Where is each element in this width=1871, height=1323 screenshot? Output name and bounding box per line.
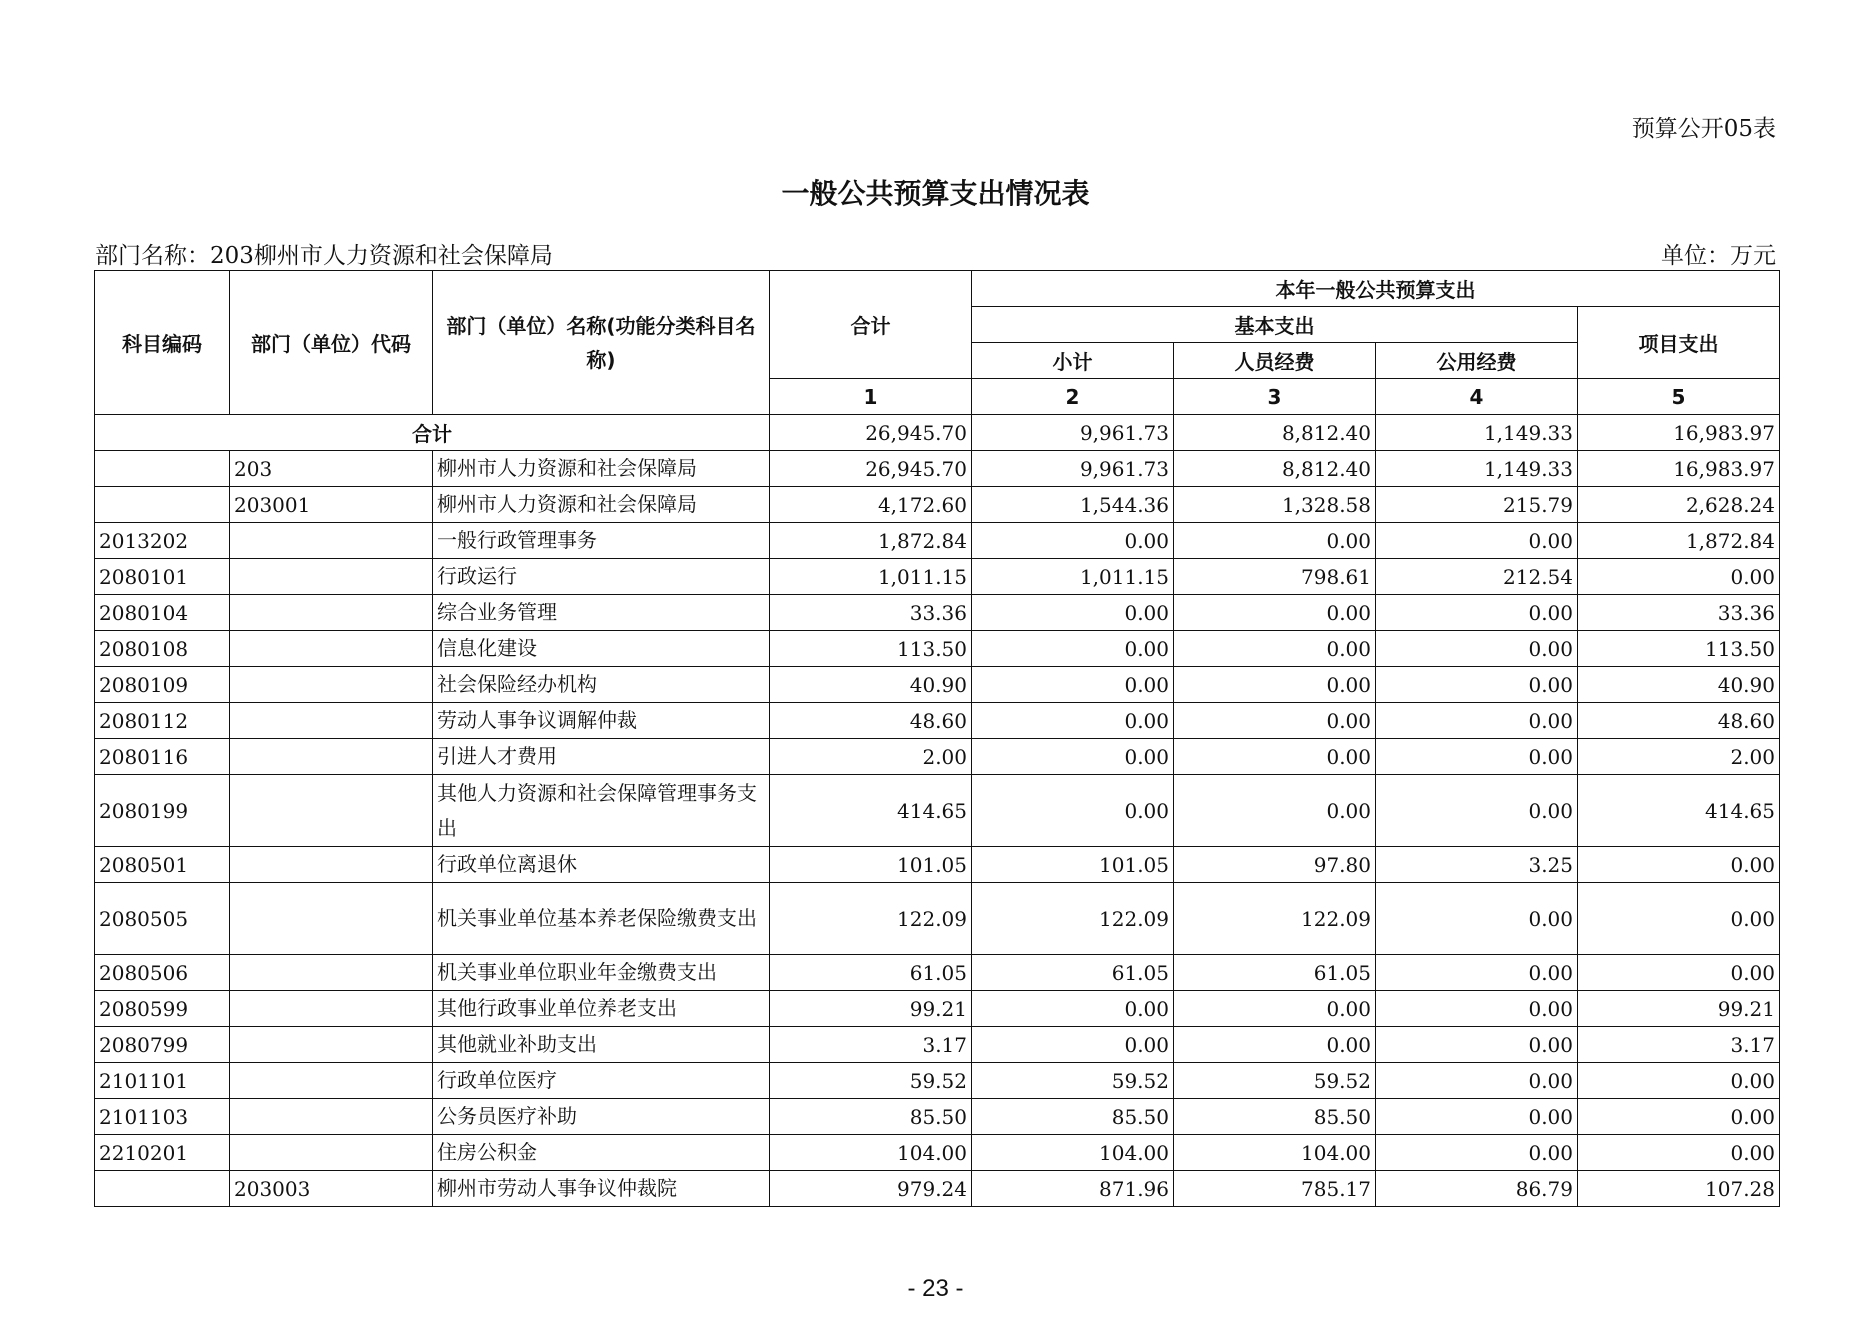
- cell-name: 其他行政事业单位养老支出: [433, 991, 770, 1027]
- cell-name: 一般行政管理事务: [433, 523, 770, 559]
- cell-total: 61.05: [770, 955, 972, 991]
- cell-personnel: 85.50: [1174, 1099, 1376, 1135]
- table-row: [95, 991, 1780, 1027]
- cell-total: 101.05: [770, 847, 972, 883]
- cell-subject-code: [95, 451, 230, 487]
- cell-total: 99.21: [770, 991, 972, 1027]
- cell-project: 99.21: [1578, 991, 1780, 1027]
- cell-subject-code: 2080104: [95, 595, 230, 631]
- table-row: [95, 667, 1780, 703]
- cell-public: 0.00: [1376, 955, 1578, 991]
- cell-subtotal: 0.00: [972, 703, 1174, 739]
- cell-name: 柳州市人力资源和社会保障局: [433, 487, 770, 523]
- cell-public: 0.00: [1376, 883, 1578, 955]
- cell-name: 公务员医疗补助: [433, 1099, 770, 1135]
- cell-subject-code: [95, 487, 230, 523]
- cell-personnel: 0.00: [1174, 739, 1376, 775]
- cell-name: 行政运行: [433, 559, 770, 595]
- cell-subtotal: 122.09: [972, 883, 1174, 955]
- table-row: [95, 847, 1780, 883]
- cell-subtotal: 9,961.73: [972, 451, 1174, 487]
- table-row: [95, 631, 1780, 667]
- cell-name: 劳动人事争议调解仲裁: [433, 703, 770, 739]
- cell-dept-code: [230, 523, 433, 559]
- cell-personnel: 798.61: [1174, 559, 1376, 595]
- total-row: [95, 415, 1780, 451]
- cell-name: 引进人才费用: [433, 739, 770, 775]
- cell-public: 0.00: [1376, 631, 1578, 667]
- cell-dept-code: [230, 1135, 433, 1171]
- cell-subject-code: 2101103: [95, 1099, 230, 1135]
- cell-project: 33.36: [1578, 595, 1780, 631]
- total-row-project: 16,983.97: [1578, 415, 1780, 451]
- cell-subject-code: 2080501: [95, 847, 230, 883]
- header-index-1: 1: [770, 379, 972, 415]
- cell-project: 1,872.84: [1578, 523, 1780, 559]
- total-row-label: 合计: [95, 415, 770, 451]
- cell-name: 机关事业单位基本养老保险缴费支出: [433, 883, 770, 955]
- cell-total: 3.17: [770, 1027, 972, 1063]
- cell-personnel: 0.00: [1174, 1027, 1376, 1063]
- cell-subtotal: 0.00: [972, 595, 1174, 631]
- cell-subtotal: 0.00: [972, 1027, 1174, 1063]
- cell-total: 1,872.84: [770, 523, 972, 559]
- cell-project: 0.00: [1578, 1063, 1780, 1099]
- cell-dept-code: [230, 847, 433, 883]
- cell-dept-code: [230, 955, 433, 991]
- table-body: [95, 415, 1780, 1207]
- cell-dept-code: [230, 559, 433, 595]
- cell-total: 2.00: [770, 739, 972, 775]
- cell-subtotal: 0.00: [972, 631, 1174, 667]
- table-row: [95, 595, 1780, 631]
- cell-personnel: 59.52: [1174, 1063, 1376, 1099]
- cell-public: 0.00: [1376, 1135, 1578, 1171]
- cell-public: 0.00: [1376, 667, 1578, 703]
- cell-personnel: 122.09: [1174, 883, 1376, 955]
- cell-subtotal: 0.00: [972, 667, 1174, 703]
- cell-project: 107.28: [1578, 1171, 1780, 1207]
- cell-subject-code: 2080799: [95, 1027, 230, 1063]
- cell-dept-code: [230, 883, 433, 955]
- cell-project: 48.60: [1578, 703, 1780, 739]
- table-row: [95, 703, 1780, 739]
- table-row: [95, 523, 1780, 559]
- cell-dept-code: [230, 1063, 433, 1099]
- header-total: 合计: [770, 271, 972, 379]
- cell-project: 113.50: [1578, 631, 1780, 667]
- cell-public: 0.00: [1376, 739, 1578, 775]
- cell-subtotal: 871.96: [972, 1171, 1174, 1207]
- budget-table: [94, 270, 1780, 1207]
- table-row: [95, 1063, 1780, 1099]
- cell-dept-code: [230, 595, 433, 631]
- cell-personnel: 97.80: [1174, 847, 1376, 883]
- table-row: [95, 1135, 1780, 1171]
- cell-project: 3.17: [1578, 1027, 1780, 1063]
- cell-total: 414.65: [770, 775, 972, 847]
- cell-total: 33.36: [770, 595, 972, 631]
- cell-subject-code: 2080116: [95, 739, 230, 775]
- cell-project: 16,983.97: [1578, 451, 1780, 487]
- cell-subtotal: 85.50: [972, 1099, 1174, 1135]
- cell-dept-code: [230, 1027, 433, 1063]
- page-title: 一般公共预算支出情况表: [781, 177, 1090, 210]
- cell-name: 其他人力资源和社会保障管理事务支出: [433, 775, 770, 847]
- cell-personnel: 0.00: [1174, 991, 1376, 1027]
- cell-dept-code: [230, 991, 433, 1027]
- cell-public: 0.00: [1376, 595, 1578, 631]
- cell-project: 0.00: [1578, 1135, 1780, 1171]
- cell-public: 3.25: [1376, 847, 1578, 883]
- table-header: [95, 271, 1780, 415]
- department-name: 部门名称：203柳州市人力资源和社会保障局: [95, 243, 553, 269]
- cell-public: 0.00: [1376, 523, 1578, 559]
- total-row-personnel: 8,812.40: [1174, 415, 1376, 451]
- header-index-3: 3: [1174, 379, 1376, 415]
- cell-total: 104.00: [770, 1135, 972, 1171]
- cell-dept-code: [230, 703, 433, 739]
- unit-label: 单位：万元: [1661, 243, 1776, 269]
- cell-personnel: 104.00: [1174, 1135, 1376, 1171]
- cell-subject-code: 2013202: [95, 523, 230, 559]
- form-id: 预算公开05表: [1631, 116, 1776, 142]
- cell-name: 其他就业补助支出: [433, 1027, 770, 1063]
- cell-name: 住房公积金: [433, 1135, 770, 1171]
- cell-public: 0.00: [1376, 991, 1578, 1027]
- header-subject-code: 科目编码: [95, 271, 230, 415]
- table-row: [95, 451, 1780, 487]
- cell-subtotal: 0.00: [972, 991, 1174, 1027]
- cell-public: 0.00: [1376, 1027, 1578, 1063]
- cell-dept-code: 203001: [230, 487, 433, 523]
- cell-project: 414.65: [1578, 775, 1780, 847]
- cell-subtotal: 101.05: [972, 847, 1174, 883]
- cell-total: 48.60: [770, 703, 972, 739]
- table-row: [95, 1027, 1780, 1063]
- total-row-subtotal: 9,961.73: [972, 415, 1174, 451]
- cell-project: 0.00: [1578, 955, 1780, 991]
- cell-total: 1,011.15: [770, 559, 972, 595]
- cell-personnel: 8,812.40: [1174, 451, 1376, 487]
- header-public: 公用经费: [1376, 343, 1578, 379]
- header-basic: 基本支出: [972, 307, 1578, 343]
- cell-subject-code: 2080199: [95, 775, 230, 847]
- header-index-2: 2: [972, 379, 1174, 415]
- cell-personnel: 785.17: [1174, 1171, 1376, 1207]
- table-row: [95, 1099, 1780, 1135]
- cell-total: 59.52: [770, 1063, 972, 1099]
- table-row: [95, 775, 1780, 847]
- cell-public: 215.79: [1376, 487, 1578, 523]
- cell-project: 40.90: [1578, 667, 1780, 703]
- header-current-year: 本年一般公共预算支出: [972, 271, 1780, 307]
- cell-dept-code: [230, 667, 433, 703]
- cell-project: 0.00: [1578, 847, 1780, 883]
- table-row: [95, 955, 1780, 991]
- header-dept-code: 部门（单位）代码: [230, 271, 433, 415]
- cell-dept-code: 203: [230, 451, 433, 487]
- cell-personnel: 0.00: [1174, 775, 1376, 847]
- header-dept-name: 部门（单位）名称(功能分类科目名称): [433, 271, 770, 415]
- total-row-total: 26,945.70: [770, 415, 972, 451]
- page-number: - 23 -: [907, 1275, 964, 1302]
- cell-public: 1,149.33: [1376, 451, 1578, 487]
- table-row: [95, 739, 1780, 775]
- header-index-4: 4: [1376, 379, 1578, 415]
- cell-subject-code: 2080599: [95, 991, 230, 1027]
- cell-public: 0.00: [1376, 1063, 1578, 1099]
- cell-personnel: 0.00: [1174, 523, 1376, 559]
- cell-name: 行政单位离退休: [433, 847, 770, 883]
- cell-dept-code: [230, 739, 433, 775]
- table-row: [95, 883, 1780, 955]
- cell-subject-code: 2080109: [95, 667, 230, 703]
- cell-personnel: 0.00: [1174, 595, 1376, 631]
- cell-subject-code: 2101101: [95, 1063, 230, 1099]
- cell-public: 0.00: [1376, 703, 1578, 739]
- cell-public: 0.00: [1376, 775, 1578, 847]
- cell-subject-code: 2080505: [95, 883, 230, 955]
- cell-name: 行政单位医疗: [433, 1063, 770, 1099]
- cell-name: 机关事业单位职业年金缴费支出: [433, 955, 770, 991]
- cell-public: 212.54: [1376, 559, 1578, 595]
- cell-total: 979.24: [770, 1171, 972, 1207]
- cell-subtotal: 0.00: [972, 739, 1174, 775]
- cell-subtotal: 61.05: [972, 955, 1174, 991]
- header-subtotal: 小计: [972, 343, 1174, 379]
- cell-public: 0.00: [1376, 1099, 1578, 1135]
- cell-subtotal: 1,011.15: [972, 559, 1174, 595]
- cell-dept-code: [230, 631, 433, 667]
- cell-subject-code: 2080108: [95, 631, 230, 667]
- cell-subtotal: 104.00: [972, 1135, 1174, 1171]
- cell-name: 柳州市人力资源和社会保障局: [433, 451, 770, 487]
- cell-dept-code: [230, 775, 433, 847]
- cell-subtotal: 59.52: [972, 1063, 1174, 1099]
- header-personnel: 人员经费: [1174, 343, 1376, 379]
- cell-subject-code: 2080101: [95, 559, 230, 595]
- cell-subject-code: [95, 1171, 230, 1207]
- header-project: 项目支出: [1578, 307, 1780, 379]
- cell-personnel: 61.05: [1174, 955, 1376, 991]
- cell-subtotal: 0.00: [972, 523, 1174, 559]
- cell-project: 0.00: [1578, 883, 1780, 955]
- cell-personnel: 0.00: [1174, 667, 1376, 703]
- cell-name: 柳州市劳动人事争议仲裁院: [433, 1171, 770, 1207]
- cell-public: 86.79: [1376, 1171, 1578, 1207]
- table-row: [95, 1171, 1780, 1207]
- cell-dept-code: 203003: [230, 1171, 433, 1207]
- cell-project: 2,628.24: [1578, 487, 1780, 523]
- cell-total: 26,945.70: [770, 451, 972, 487]
- cell-subtotal: 0.00: [972, 775, 1174, 847]
- cell-name: 综合业务管理: [433, 595, 770, 631]
- cell-project: 2.00: [1578, 739, 1780, 775]
- table-row: [95, 559, 1780, 595]
- cell-personnel: 0.00: [1174, 631, 1376, 667]
- cell-subject-code: 2080506: [95, 955, 230, 991]
- cell-dept-code: [230, 1099, 433, 1135]
- cell-total: 4,172.60: [770, 487, 972, 523]
- cell-total: 122.09: [770, 883, 972, 955]
- cell-total: 113.50: [770, 631, 972, 667]
- cell-name: 信息化建设: [433, 631, 770, 667]
- cell-project: 0.00: [1578, 1099, 1780, 1135]
- cell-subject-code: 2080112: [95, 703, 230, 739]
- table-row: [95, 487, 1780, 523]
- cell-total: 85.50: [770, 1099, 972, 1135]
- header-index-5: 5: [1578, 379, 1780, 415]
- cell-name: 社会保险经办机构: [433, 667, 770, 703]
- cell-project: 0.00: [1578, 559, 1780, 595]
- cell-total: 40.90: [770, 667, 972, 703]
- total-row-public: 1,149.33: [1376, 415, 1578, 451]
- cell-subject-code: 2210201: [95, 1135, 230, 1171]
- cell-subtotal: 1,544.36: [972, 487, 1174, 523]
- cell-personnel: 0.00: [1174, 703, 1376, 739]
- cell-personnel: 1,328.58: [1174, 487, 1376, 523]
